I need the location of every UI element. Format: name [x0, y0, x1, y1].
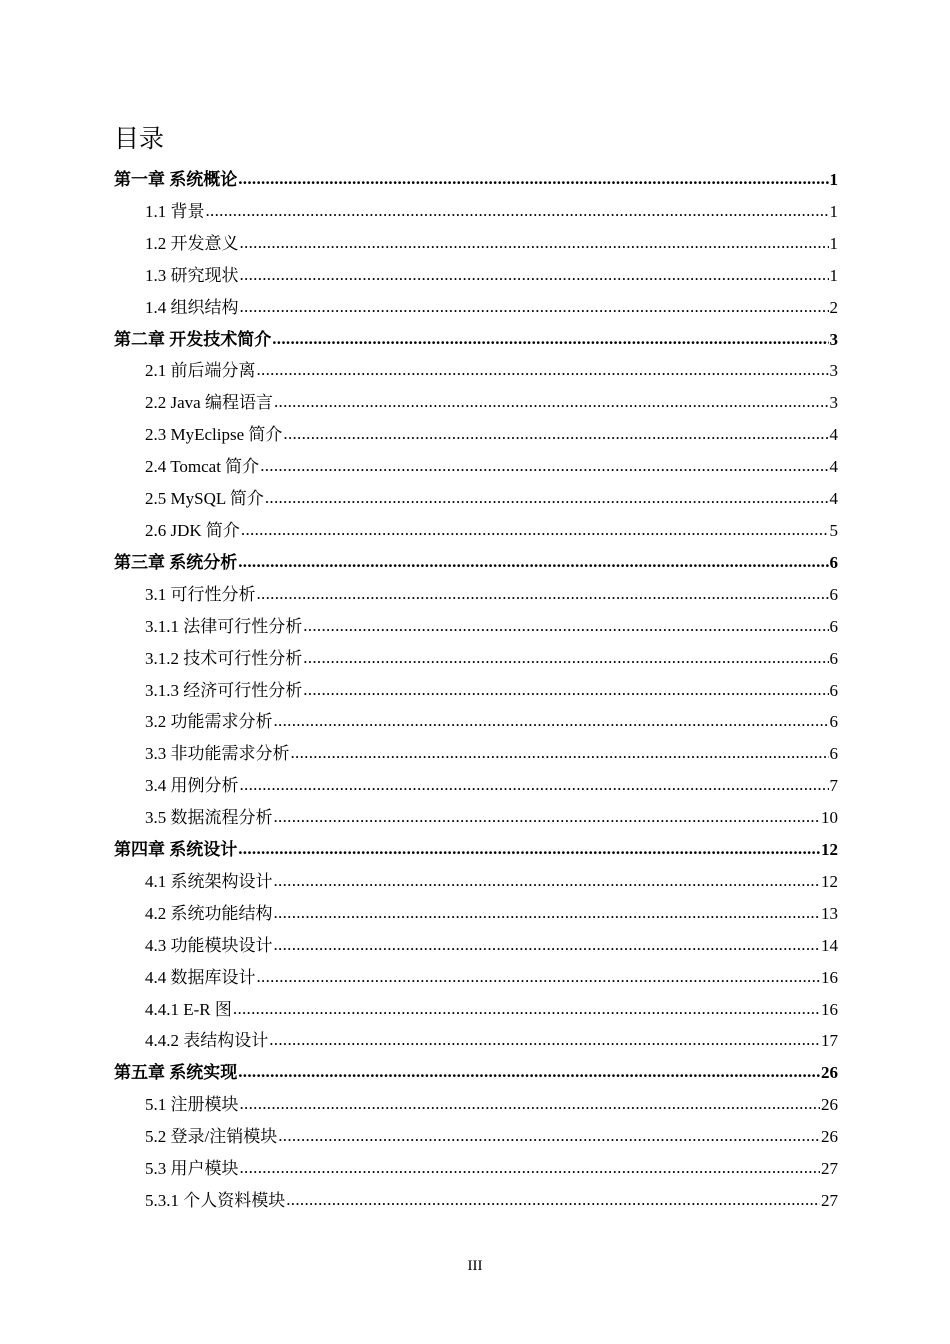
- toc-entry-page-number: 6: [829, 648, 838, 668]
- toc-entry-page-number: 26: [821, 1063, 838, 1083]
- toc-leader-dots: [274, 801, 821, 833]
- toc-entry-page-number: 16: [821, 999, 838, 1019]
- toc-chapter-entry[interactable]: [114, 324, 838, 356]
- toc-leader-dots: [265, 482, 829, 514]
- toc-section-entry[interactable]: [114, 355, 838, 387]
- toc-entry-page-number: 6: [829, 616, 838, 636]
- toc-section-entry[interactable]: [114, 706, 838, 738]
- toc-chapter-entry[interactable]: [114, 164, 838, 196]
- toc-section-entry[interactable]: [114, 738, 838, 770]
- toc-section-entry[interactable]: [114, 260, 838, 292]
- toc-entry-page-number: 5: [829, 520, 838, 540]
- toc-section-entry[interactable]: [114, 962, 838, 994]
- toc-entry-label: 4.4 数据库设计: [145, 967, 256, 987]
- toc-leader-dots: [240, 291, 829, 323]
- toc-leader-dots: [303, 642, 828, 674]
- toc-section-entry[interactable]: [114, 483, 838, 515]
- toc-leader-dots: [278, 1120, 820, 1152]
- toc-section-entry[interactable]: [114, 898, 838, 930]
- toc-leader-dots: [206, 195, 829, 227]
- toc-entry-label: 第五章 系统实现: [114, 1063, 238, 1083]
- toc-leader-dots: [283, 418, 828, 450]
- toc-section-entry[interactable]: [114, 579, 838, 611]
- toc-entry-page-number: 3: [829, 329, 838, 349]
- toc-entry-label: 第二章 开发技术简介: [114, 329, 272, 349]
- toc-entry-label: 5.1 注册模块: [145, 1095, 239, 1115]
- toc-entry-page-number: 3: [829, 361, 838, 381]
- toc-leader-dots: [303, 610, 828, 642]
- toc-leader-dots: [274, 897, 821, 929]
- toc-entry-page-number: 1: [829, 201, 838, 221]
- toc-section-entry[interactable]: [114, 1185, 838, 1217]
- toc-entry-label: 1.4 组织结构: [145, 297, 239, 317]
- toc-leader-dots: [269, 1024, 820, 1056]
- toc-entry-page-number: 12: [821, 871, 838, 891]
- toc-entry-page-number: 6: [829, 584, 838, 604]
- toc-leader-dots: [303, 674, 828, 706]
- toc-entry-label: 3.1.2 技术可行性分析: [145, 648, 303, 668]
- toc-chapter-entry[interactable]: [114, 834, 838, 866]
- toc-leader-dots: [272, 323, 828, 355]
- toc-chapter-entry[interactable]: [114, 547, 838, 579]
- toc-section-entry[interactable]: [114, 930, 838, 962]
- toc-entry-page-number: 12: [821, 840, 838, 860]
- toc-list: [114, 164, 838, 1217]
- toc-leader-dots: [240, 1088, 821, 1120]
- toc-entry-page-number: 4: [829, 425, 838, 445]
- toc-section-entry[interactable]: [114, 611, 838, 643]
- toc-entry-page-number: 3: [829, 393, 838, 413]
- toc-entry-label: 3.1 可行性分析: [145, 584, 256, 604]
- toc-entry-label: 4.1 系统架构设计: [145, 871, 273, 891]
- page-number: III: [467, 1258, 483, 1274]
- toc-leader-dots: [257, 961, 821, 993]
- toc-entry-label: 2.6 JDK 简介: [145, 520, 240, 540]
- toc-entry-label: 1.1 背景: [145, 201, 205, 221]
- toc-section-entry[interactable]: [114, 451, 838, 483]
- toc-entry-page-number: 17: [821, 1031, 838, 1051]
- toc-leader-dots: [240, 259, 829, 291]
- toc-leader-dots: [240, 769, 829, 801]
- toc-entry-page-number: 1: [829, 265, 838, 285]
- toc-section-entry[interactable]: [114, 994, 838, 1026]
- toc-entry-label: 4.3 功能模块设计: [145, 935, 273, 955]
- toc-section-entry[interactable]: [114, 802, 838, 834]
- toc-entry-label: 2.5 MySQL 简介: [145, 489, 264, 509]
- toc-entry-page-number: 4: [829, 457, 838, 477]
- toc-leader-dots: [240, 227, 829, 259]
- toc-entry-label: 3.1.1 法律可行性分析: [145, 616, 303, 636]
- toc-chapter-entry[interactable]: [114, 1057, 838, 1089]
- toc-leader-dots: [240, 1152, 821, 1184]
- toc-entry-page-number: 6: [829, 744, 838, 764]
- toc-entry-label: 第一章 系统概论: [114, 170, 238, 189]
- toc-entry-label: 5.3 用户模块: [145, 1159, 239, 1179]
- toc-leader-dots: [274, 865, 821, 897]
- toc-section-entry[interactable]: [114, 675, 838, 707]
- toc-section-entry[interactable]: [114, 228, 838, 260]
- toc-entry-label: 4.4.1 E-R 图: [145, 999, 232, 1019]
- toc-entry-page-number: 7: [829, 776, 838, 796]
- toc-leader-dots: [274, 386, 829, 418]
- toc-section-entry[interactable]: [114, 770, 838, 802]
- toc-entry-label: 1.2 开发意义: [145, 233, 239, 253]
- toc-leader-dots: [241, 514, 829, 546]
- toc-leader-dots: [257, 354, 829, 386]
- toc-section-entry[interactable]: [114, 1153, 838, 1185]
- toc-entry-page-number: 6: [829, 712, 838, 732]
- toc-section-entry[interactable]: [114, 196, 838, 228]
- toc-leader-dots: [260, 450, 828, 482]
- toc-leader-dots: [286, 1184, 820, 1216]
- toc-entry-label: 3.5 数据流程分析: [145, 808, 273, 828]
- toc-entry-page-number: 4: [829, 489, 838, 509]
- toc-entry-label: 2.2 Java 编程语言: [145, 393, 273, 413]
- toc-leader-dots: [238, 163, 828, 195]
- toc-title: 目录: [114, 124, 165, 153]
- toc-section-entry[interactable]: [114, 1089, 838, 1121]
- toc-entry-page-number: 1: [829, 233, 838, 253]
- toc-entry-page-number: 13: [821, 903, 838, 923]
- toc-entry-label: 2.1 前后端分离: [145, 361, 256, 381]
- toc-entry-page-number: 6: [829, 680, 838, 700]
- toc-entry-label: 3.1.3 经济可行性分析: [145, 680, 303, 700]
- toc-leader-dots: [233, 993, 820, 1025]
- toc-entry-label: 3.3 非功能需求分析: [145, 744, 290, 764]
- toc-entry-label: 3.2 功能需求分析: [145, 712, 273, 732]
- toc-entry-label: 3.4 用例分析: [145, 776, 239, 796]
- toc-leader-dots: [238, 1056, 820, 1088]
- toc-leader-dots: [274, 929, 821, 961]
- toc-section-entry[interactable]: [114, 419, 838, 451]
- toc-entry-label: 1.3 研究现状: [145, 265, 239, 285]
- toc-leader-dots: [238, 546, 828, 578]
- toc-section-entry[interactable]: [114, 292, 838, 324]
- toc-entry-page-number: 14: [821, 935, 838, 955]
- toc-leader-dots: [291, 737, 829, 769]
- toc-entry-label: 2.3 MyEclipse 简介: [145, 425, 283, 445]
- toc-entry-page-number: 26: [821, 1095, 838, 1115]
- toc-entry-page-number: 27: [821, 1191, 838, 1210]
- toc-section-entry[interactable]: [114, 387, 838, 419]
- toc-entry-label: 4.2 系统功能结构: [145, 903, 273, 923]
- toc-entry-page-number: 26: [821, 1127, 838, 1147]
- toc-section-entry[interactable]: [114, 515, 838, 547]
- toc-entry-page-number: 2: [829, 297, 838, 317]
- toc-section-entry[interactable]: [114, 1025, 838, 1057]
- toc-leader-dots: [274, 705, 829, 737]
- toc-entry-label: 5.2 登录/注销模块: [145, 1127, 278, 1147]
- toc-entry-page-number: 27: [821, 1159, 838, 1179]
- toc-entry-label: 4.4.2 表结构设计: [145, 1031, 269, 1051]
- toc-entry-page-number: 1: [829, 170, 838, 189]
- toc-leader-dots: [257, 578, 829, 610]
- toc-section-entry[interactable]: [114, 866, 838, 898]
- toc-entry-label: 5.3.1 个人资料模块: [145, 1191, 286, 1210]
- toc-section-entry[interactable]: [114, 643, 838, 675]
- toc-entry-page-number: 16: [821, 967, 838, 987]
- toc-entry-page-number: 10: [821, 808, 838, 828]
- toc-entry-label: 2.4 Tomcat 简介: [145, 457, 260, 477]
- toc-section-entry[interactable]: [114, 1121, 838, 1153]
- toc-entry-label: 第三章 系统分析: [114, 552, 238, 572]
- toc-entry-page-number: 6: [829, 552, 838, 572]
- toc-entry-label: 第四章 系统设计: [114, 840, 238, 860]
- toc-leader-dots: [238, 833, 820, 865]
